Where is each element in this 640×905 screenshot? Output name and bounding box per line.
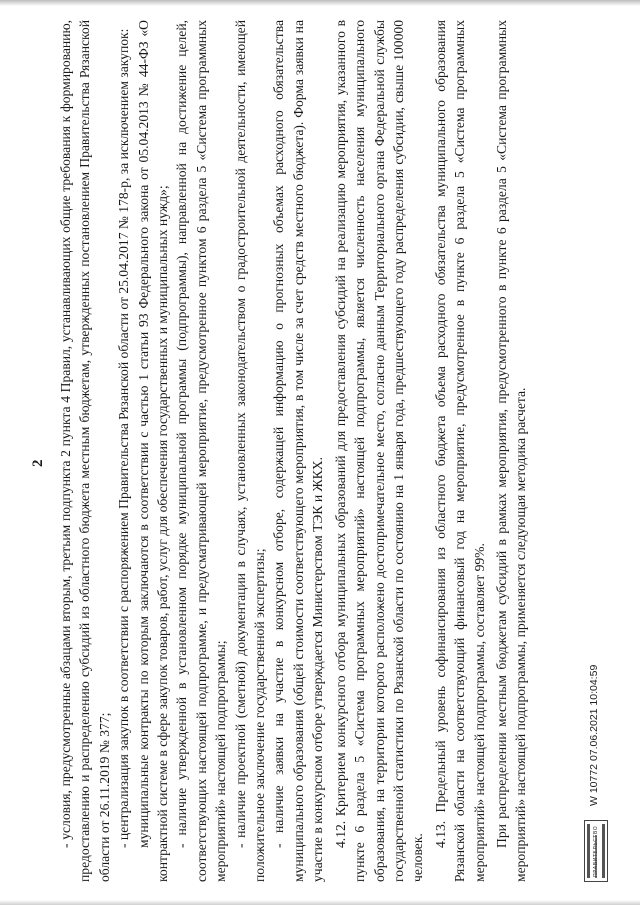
- registry-stamp: [584, 820, 608, 882]
- scan-edge-top: [0, 0, 640, 6]
- scan-edge-bottom: [0, 900, 640, 905]
- stamp-label: ПРАВИТЕЛЬСТВО: [593, 825, 599, 877]
- document-body: [56, 20, 531, 882]
- paragraph: муниципальные контракты по которым заключаются в соответствии с частью 1 статьи 93 Федерального закона от 05.04.2013 № 44-ФЗ «О контрактной системе в сфере закупок товаров, работ, услуг для обеспечения государственных и муниципальных нужд»;: [135, 20, 171, 882]
- paragraph: - наличие заявки на участие в конкурсном отборе, содержащей информацию о прогнозных объемах расходного обязательства муниципального образования (общей стоимости соответствующего мероприятия, в том числе за счет средств местного бюджета). Форма заявки на участие в конкурсном отборе утверждается Министерством ТЭК и ЖКХ.: [271, 20, 326, 882]
- paragraph: - централизация закупок в соответствии с распоряжением Правительства Рязанской области от 25.04.2017 № 178-р, за исключением закупок:: [116, 28, 132, 848]
- registration-number: W 10772 07.06.2021 10:04:59: [588, 664, 600, 806]
- paragraph: - наличие утвержденной в установленном порядке муниципальной программы (подпрограммы), направленной на достижение целей, соответствующих настоящей подпрограмме, и предусматривающей мероприятие, предусмотренное пунктом 6 раздела 5 «Система программных мероприятий» настоящей подпрограммы;: [174, 20, 229, 882]
- paragraph: При распределении местным бюджетам субсидий в рамках мероприятия, предусмотренного в пункте 6 раздела 5 «Система программных мероприятий» настоящей подпрограммы, применяется следующая методика расчета.: [493, 20, 529, 882]
- page-number: 2: [30, 459, 46, 467]
- paragraph: 4.12. Критерием конкурсного отбора муниципальных образований для предоставления субсидий на реализацию мероприятия, указанного в пункте 6 раздела 5 «Система программных мероприятий» настоящей подпрограммы, является численность населения муниципального образования, на территории которого расположено достопримечательное место, согласно данным Территориального органа Федеральной службы государственной статистики по Рязанской области по состоянию на 1 января года, предшествующего году распределения субсидии, свыше 100000 человек.: [332, 20, 426, 882]
- paragraph: - условия, предусмотренные абзацами вторым, третьим подпункта 2 пункта 4 Правил, устанавливающих общие требования к формированию, предоставлению и распределению субсидий из областного бюджета местным бюджетам, утвержденных постановлением Правительства Рязанской области от 26.11.2019 № 377;: [58, 20, 112, 882]
- paragraph: 4.13. Предельный уровень софинансирования из областного бюджета объема расходного обязательства муниципального образования Рязанской области на соответствующий финансовый год на мероприятие, предусмотренное в пункте 6 раздела 5 «Система программных мероприятий» настоящей подпрограммы, составляет 99%.: [432, 20, 487, 882]
- rotated-page: [20, 12, 620, 892]
- paragraph: - наличие проектной (сметной) документации в случаях, установленных законодательством о градостроительной деятельности, имеющей положительное заключение государственной экспертизы;: [232, 20, 268, 882]
